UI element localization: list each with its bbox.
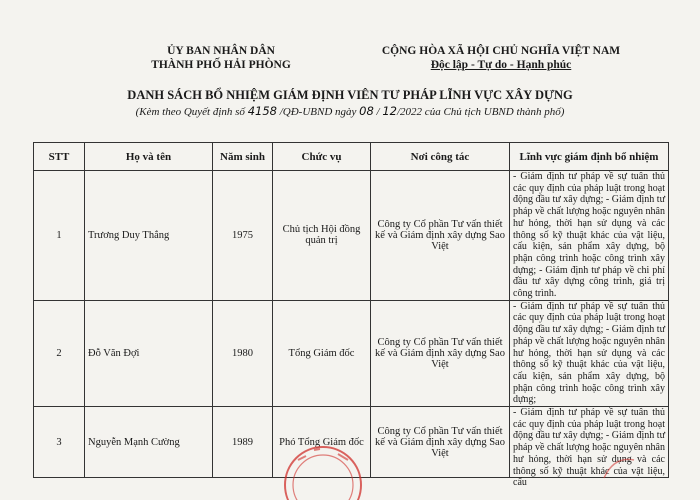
column-header-name: Họ và tên bbox=[85, 143, 213, 171]
subtitle-part-1: (Kèm theo Quyết định số bbox=[135, 106, 245, 118]
decision-number: 4158 bbox=[247, 104, 277, 118]
seal-fragment-icon bbox=[600, 450, 640, 480]
row-stt: 3 bbox=[34, 407, 85, 478]
authority-line-1: ỦY BAN NHÂN DÂN bbox=[167, 45, 275, 57]
column-header-field: Lĩnh vực giám định bổ nhiệm bbox=[510, 143, 669, 171]
row-stt: 2 bbox=[34, 300, 85, 406]
document-title: DANH SÁCH BỔ NHIỆM GIÁM ĐỊNH VIÊN TƯ PHÁP LĨNH VỰC XÂY DỰNG bbox=[127, 88, 573, 102]
row-name: Đỗ Văn Đợi bbox=[85, 300, 213, 406]
authority-line-2: THÀNH PHỐ HẢI PHÒNG bbox=[151, 59, 291, 71]
row-position: Tổng Giám đốc bbox=[273, 300, 371, 406]
decision-day: 08 bbox=[359, 104, 374, 118]
table-row bbox=[34, 171, 669, 301]
row-birth-year: 1975 bbox=[213, 171, 273, 301]
row-birth-year: 1980 bbox=[213, 300, 273, 406]
row-position: Chủ tịch Hội đồng quản trị bbox=[273, 171, 371, 301]
table-header-row bbox=[34, 143, 669, 171]
row-stt: 1 bbox=[34, 171, 85, 301]
row-field: - Giám định tư pháp về sự tuân thủ các quy định của pháp luật trong hoạt động đầu tư xây dựng; - Giám định tư pháp về chất lượng hoặc nguyên nhân hư hỏng, thời hạn sử dụng và các thông số kỹ thuật khác của vật liệu, cấu kiện, sản phẩm xây dựng, bộ phận công trình hoặc công trình xây dựng; - Giám định tư pháp về chi phí đầu tư xây dựng công trình, giá trị công trình. bbox=[510, 171, 669, 301]
motto: Độc lập - Tự do - Hạnh phúc bbox=[430, 59, 572, 71]
row-name: Nguyễn Mạnh Cường bbox=[85, 407, 213, 478]
national-motto bbox=[356, 44, 646, 72]
row-field: - Giám định tư pháp về sự tuân thủ các quy định của pháp luật trong hoạt động đầu tư xây dựng; - Giám định tư pháp về chất lượng hoặc nguyên nhân hư hỏng, thời hạn sử dụng và các thông số kỹ thuật khác của vật liệu, cấu kiện, sản phẩm xây dựng, bộ phận công trình hoặc công trình xây dựng; bbox=[510, 300, 669, 406]
country-name: CỘNG HÒA XÃ HỘI CHỦ NGHĨA VIỆT NAM bbox=[381, 45, 621, 57]
column-header-birth-year: Năm sinh bbox=[213, 143, 273, 171]
subtitle-part-3: /2022 của Chủ tịch UBND thành phố) bbox=[397, 106, 565, 118]
row-workplace: Công ty Cổ phần Tư vấn thiết kế và Giám định xây dựng Sao Việt bbox=[371, 300, 510, 406]
row-position: Phó Tổng Giám đốc bbox=[273, 407, 371, 478]
row-workplace: Công ty Cổ phần Tư vấn thiết kế và Giám định xây dựng Sao Việt bbox=[371, 171, 510, 301]
row-workplace: Công ty Cổ phần Tư vấn thiết kế và Giám định xây dựng Sao Việt bbox=[371, 407, 510, 478]
row-birth-year: 1989 bbox=[213, 407, 273, 478]
date-separator: / bbox=[376, 106, 380, 118]
table-row bbox=[34, 300, 669, 406]
row-field-text: - Giám định tư pháp về sự tuân thủ các quy định của pháp luật trong hoạt động đầu tư xây dựng; - Giám định tư pháp về chất lượng hoặc nguyên nhân hư hỏng, thời hạn sử dụng và các thông số kỹ thuật khác của vật liệu, cấu bbox=[513, 407, 665, 489]
row-field bbox=[510, 407, 669, 489]
issuing-authority bbox=[126, 44, 316, 72]
row-name: Trương Duy Thắng bbox=[85, 171, 213, 301]
appointee-table bbox=[33, 142, 669, 489]
column-header-stt: STT bbox=[34, 143, 85, 171]
decision-month: 12 bbox=[382, 104, 397, 118]
red-seal-icon bbox=[278, 440, 368, 500]
column-header-workplace: Nơi công tác bbox=[371, 143, 510, 171]
subtitle-part-2: /QĐ-UBND ngày bbox=[279, 106, 357, 118]
document-subtitle bbox=[0, 104, 700, 118]
column-header-position: Chức vụ bbox=[273, 143, 371, 171]
